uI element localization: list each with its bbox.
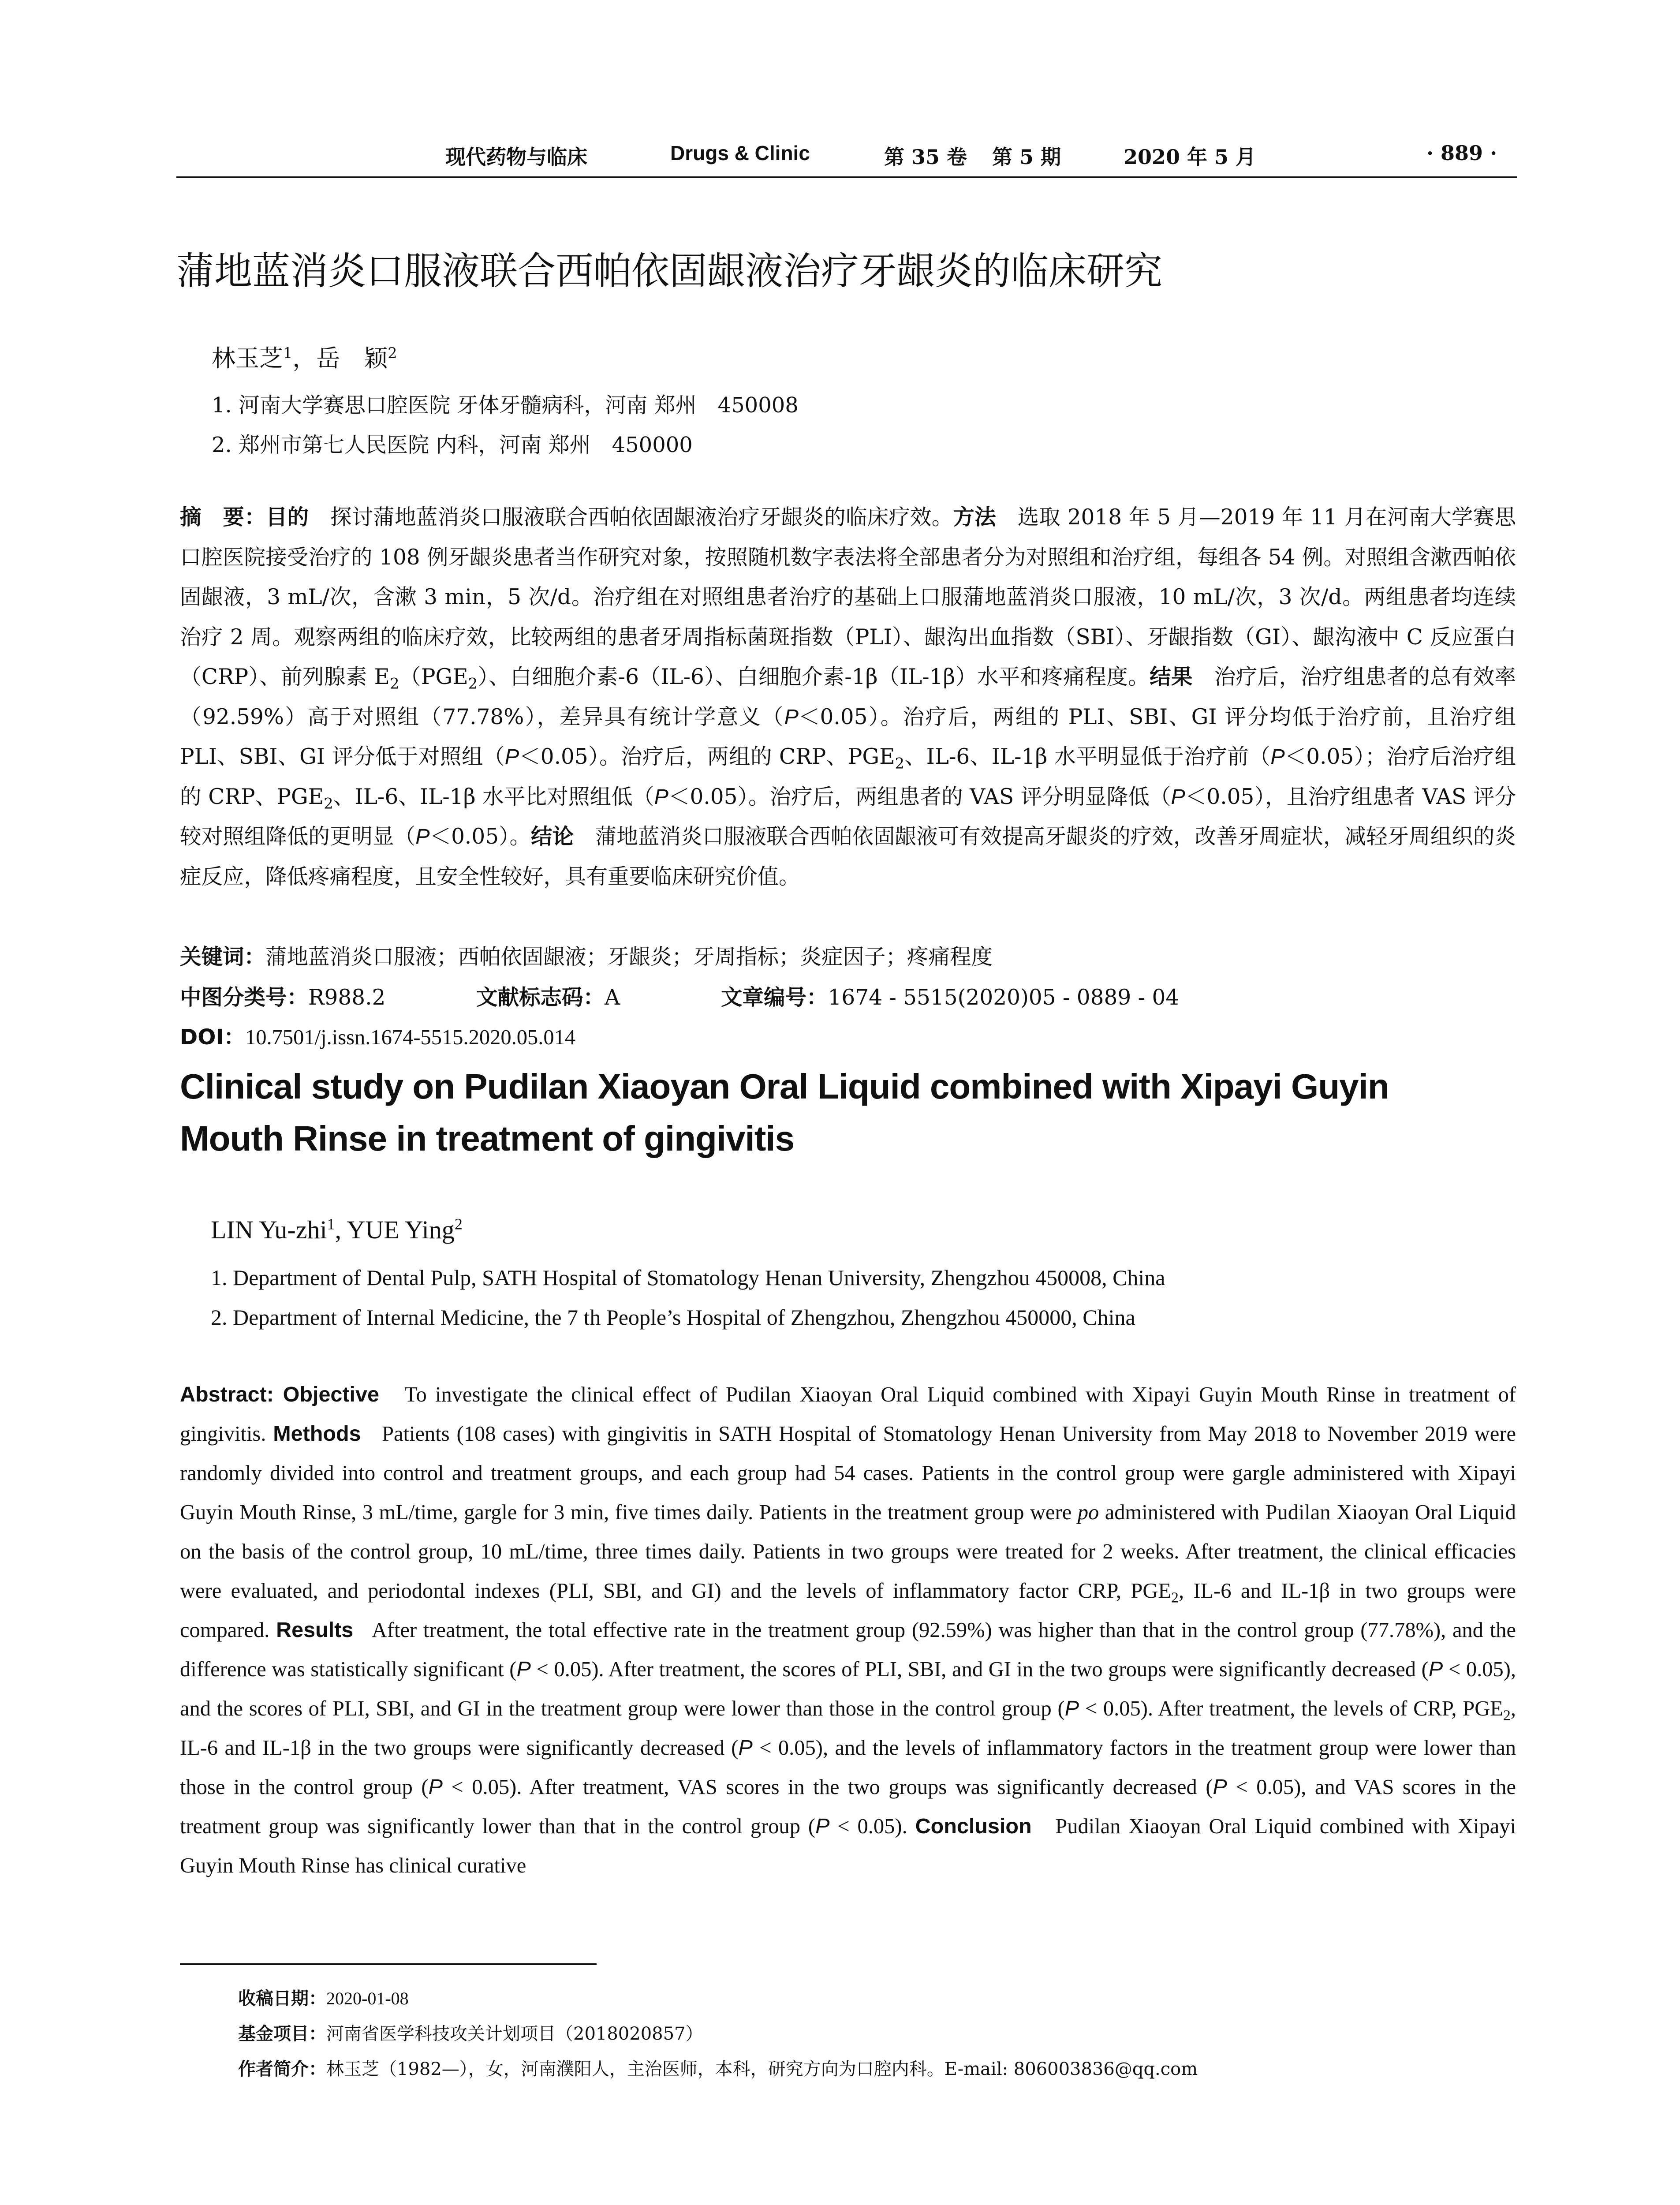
abstract-en-label: Abstract: xyxy=(180,1383,283,1406)
author-bio-label: 作者简介： xyxy=(238,2059,326,2079)
author-2-sup-en: 2 xyxy=(454,1215,463,1233)
fund-label: 基金项目： xyxy=(238,2024,326,2044)
subscript-2-en: 2 xyxy=(1503,1707,1511,1724)
p-symbol: P xyxy=(1171,785,1185,809)
results-en-5: , IL-6 and IL-1β in the two groups were significantly decreased ( xyxy=(180,1697,1516,1760)
p-threshold: ＜0.05 xyxy=(519,744,588,769)
footnote-rule xyxy=(180,1963,597,1965)
document-code-value: A xyxy=(605,985,620,1010)
results-en-1: After treatment, the total effective rate in the treatment group (92.59%) was higher than that in the control group (77.78%), and the difference was statistically significant ( xyxy=(180,1618,1516,1681)
clc-value: R988.2 xyxy=(308,985,386,1010)
results-cn-3: ）。治疗后，两组的 CRP、PGE xyxy=(588,744,895,769)
results-label-en: Results xyxy=(276,1618,354,1642)
fund-value: 河南省医学科技攻关计划项目（2018020857） xyxy=(326,2024,703,2044)
affiliation-2-en: 2. Department of Internal Medicine, the 7 th People’s Hospital of Zhengzhou, Zhengzhou 450000, China xyxy=(211,1305,1135,1330)
abstract-cn-label: 摘 要： xyxy=(180,505,266,530)
p-threshold-en: < 0.05 xyxy=(1443,1658,1504,1681)
p-symbol: P xyxy=(504,745,519,769)
document-code-label: 文献标志码： xyxy=(476,985,605,1010)
objective-cn: 探讨蒲地蓝消炎口服液联合西帕依固龈液治疗牙龈炎的临床疗效。 xyxy=(330,505,953,530)
p-symbol-en: P xyxy=(516,1657,531,1681)
journal-name-cn: 现代药物与临床 xyxy=(445,145,587,169)
received-date xyxy=(238,1984,409,2010)
author-sep: ， xyxy=(292,344,317,372)
subscript-2-en: 2 xyxy=(1171,1589,1179,1606)
subscript-2: 2 xyxy=(468,675,478,693)
results-cn-5: ）；治疗后治疗组的 CRP、PGE xyxy=(180,744,1516,809)
issue-date: 2020 年 5 月 xyxy=(1124,145,1256,169)
journal-name-en: Drugs & Clinic xyxy=(670,142,810,164)
objective-label-cn: 目的 xyxy=(265,505,309,530)
methods-cn-1: 选取 2018 年 5 月—2019 年 11 月在河南大学赛思口腔医院接受治疗的 108 例牙龈炎患者当作研究对象，按照随机数字表法将全部患者分为对照组和治疗组，每组各 54 例。对照组含漱西帕依固龈液，3 mL/次，含漱 3 min，5 次/d。治疗组在对照组患者治疗的基础上口服蒲地蓝消炎口服液，10 mL/次，3 次/d。两组患者均连续治疗 2 周。观察两组的临床疗效，比较两组的患者牙周指标菌斑指数（PLI）、龈沟出血指数（SBI）、牙龈指数（GI）、龈沟液中 C 反应蛋白（CRP）、前列腺素 E xyxy=(180,505,1516,689)
results-en-2: ). After treatment, the scores of PLI, SBI, and GI in the two groups were significantly decreased ( xyxy=(591,1658,1429,1681)
subscript-2: 2 xyxy=(324,795,333,813)
title-en-line-1: Clinical study on Pudilan Xiaoyan Oral Liquid combined with Xipayi Guyin xyxy=(180,1067,1389,1106)
methods-label-cn: 方法 xyxy=(953,505,996,530)
results-en-3: ), and the scores of PLI, SBI, and GI in the treatment group were lower than those in the control group ( xyxy=(180,1658,1516,1720)
doi-label: DOI： xyxy=(180,1025,246,1050)
title-en xyxy=(180,1061,1520,1165)
volume: 第 35 卷 xyxy=(884,145,967,169)
methods-cn-2: （PGE xyxy=(399,665,468,689)
author-1-sup: 1 xyxy=(283,344,293,362)
conclusion-label-cn: 结论 xyxy=(531,824,574,849)
article-number xyxy=(721,980,1179,1011)
p-threshold: ＜0.05 xyxy=(668,784,738,809)
objective-label-en: Objective xyxy=(283,1383,379,1406)
results-en-6: ), and the levels of inflammatory factors in the treatment group were lower than those in the control group ( xyxy=(180,1736,1516,1799)
methods-cn-3: ）、白细胞介素-6（IL-6）、白细胞介素-1β（IL-1β）水平和疼痛程度。 xyxy=(478,665,1150,689)
p-symbol-en: P xyxy=(1428,1657,1443,1681)
results-en-8: ), and VAS scores in the treatment group was significantly lower than that in the control group ( xyxy=(180,1775,1516,1838)
page-number: · 889 · xyxy=(1426,141,1497,165)
results-en-4: ). After treatment, the levels of CRP, PGE xyxy=(1140,1697,1503,1720)
authors-en xyxy=(211,1215,463,1245)
clc-number xyxy=(180,980,385,1011)
title-en-line-2: Mouth Rinse in treatment of gingivitis xyxy=(180,1119,795,1158)
article-number-value: 1674 - 5515(2020)05 - 0889 - 04 xyxy=(828,985,1180,1010)
abstract-en xyxy=(180,1375,1516,1885)
po-italic: po xyxy=(1077,1501,1099,1524)
authors-cn xyxy=(212,340,397,374)
document-code xyxy=(476,980,620,1011)
author-2-cn: 岳 颖 xyxy=(316,344,388,372)
methods-en-1: Patients (108 cases) with gingivitis in SATH Hospital of Stomatology Henan University from May 2018 to November 2019 were randomly divided into control and treatment groups, and each group had 54 cases. Patients in the control group were gargle administered with Xipayi Guyin Mouth Rinse, 3 mL/time, gargle for 3 min, five times daily. Patients in the treatment group were xyxy=(180,1422,1516,1524)
results-cn-8: ），且治疗组患者 VAS 评分较对照组降低的更明显（ xyxy=(180,784,1516,849)
received-value: 2020-01-08 xyxy=(326,1988,409,2008)
article-number-label: 文章编号： xyxy=(721,985,828,1010)
doi-value: 10.7501/j.issn.1674-5515.2020.05.014 xyxy=(245,1026,576,1049)
conclusion-cn: 蒲地蓝消炎口服液联合西帕依固龈液可有效提高牙龈炎的疗效，改善牙周症状，减轻牙周组织的炎症反应，降低疼痛程度，且安全性较好，具有重要临床研究价值。 xyxy=(180,824,1516,889)
results-cn-7: ）。治疗后，两组患者的 VAS 评分明显降低（ xyxy=(737,784,1171,809)
subscript-2: 2 xyxy=(895,755,905,773)
results-cn-1: 治疗后，治疗组患者的总有效率（92.59%）高于对照组（77.78%），差异具有统计学意义（ xyxy=(180,665,1516,729)
results-cn-4: 、IL-6、IL-1β 水平明显低于治疗前（ xyxy=(904,744,1271,769)
conclusion-label-en: Conclusion xyxy=(915,1814,1032,1838)
subscript-2: 2 xyxy=(389,675,399,693)
p-threshold: ＜0.05 xyxy=(798,704,868,729)
p-threshold-en: < 0.05 xyxy=(752,1736,816,1760)
methods-en-3: , IL-6 and IL-1β in two groups were compared. xyxy=(180,1579,1516,1642)
keywords-label: 关键词： xyxy=(180,945,266,969)
abstract-cn xyxy=(180,497,1516,897)
p-threshold-en: < 0.05 xyxy=(1079,1697,1141,1720)
methods-label-en: Methods xyxy=(273,1422,361,1446)
author-2-en: YUE Ying xyxy=(347,1215,455,1244)
affiliation-2-cn: 2. 郑州市第七人民医院 内科，河南 郑州 450000 xyxy=(212,433,693,457)
results-en-9: ). xyxy=(895,1815,907,1838)
clc-label: 中图分类号： xyxy=(180,985,309,1010)
fund-project xyxy=(238,2020,703,2045)
author-sep-en: , xyxy=(335,1215,347,1244)
p-threshold-en: < 0.05 xyxy=(829,1815,895,1838)
received-label: 收稿日期： xyxy=(238,1988,326,2009)
p-symbol: P xyxy=(415,825,430,848)
results-en-7: ). After treatment, VAS scores in the two groups was significantly decreased ( xyxy=(509,1775,1213,1799)
p-threshold-en: < 0.05 xyxy=(530,1658,592,1681)
p-symbol-en: P xyxy=(815,1814,830,1838)
p-symbol-en: P xyxy=(428,1775,443,1799)
author-1-cn: 林玉芝 xyxy=(212,344,283,372)
conclusion-en: Pudilan Xiaoyan Oral Liquid combined with Xipayi Guyin Mouth Rinse has clinical curative xyxy=(180,1815,1516,1877)
affiliation-1-en: 1. Department of Dental Pulp, SATH Hospital of Stomatology Henan University, Zhengzhou 450008, China xyxy=(211,1265,1165,1290)
keywords-cn xyxy=(180,939,993,970)
results-label-cn: 结果 xyxy=(1150,665,1193,689)
objective-en: To investigate the clinical effect of Pudilan Xiaoyan Oral Liquid combined with Xipayi Guyin Mouth Rinse in treatment of gingivitis. xyxy=(180,1383,1516,1446)
p-symbol: P xyxy=(1270,745,1285,769)
p-threshold-en: < 0.05 xyxy=(1227,1775,1294,1799)
results-cn-9: ）。 xyxy=(499,824,531,849)
p-symbol: P xyxy=(784,705,799,729)
p-threshold: ＜0.05 xyxy=(1284,744,1354,769)
p-symbol: P xyxy=(654,785,668,809)
author-bio-value: 林玉芝（1982—），女，河南濮阳人，主治医师，本科，研究方向为口腔内科。E-mail: 806003836@qq.com xyxy=(326,2059,1198,2079)
header-rule xyxy=(176,176,1517,178)
author-2-sup: 2 xyxy=(388,344,397,362)
author-1-en: LIN Yu-zhi xyxy=(211,1215,327,1244)
p-threshold-en: < 0.05 xyxy=(442,1775,510,1799)
p-threshold: ＜0.05 xyxy=(429,824,499,849)
p-threshold: ＜0.05 xyxy=(1185,784,1254,809)
author-bio xyxy=(238,2055,1198,2080)
results-cn-2: ）。治疗后，两组的 PLI、SBI、GI 评分均低于治疗前，且治疗组 PLI、SBI、GI 评分低于对照组（ xyxy=(180,704,1516,769)
issue: 第 5 期 xyxy=(992,145,1061,169)
p-symbol-en: P xyxy=(738,1736,753,1760)
title-cn: 蒲地蓝消炎口服液联合西帕依固龈液治疗牙龈炎的临床研究 xyxy=(176,249,1162,293)
affiliation-1-cn: 1. 河南大学赛思口腔医院 牙体牙髓病科，河南 郑州 450008 xyxy=(212,393,799,418)
author-1-sup-en: 1 xyxy=(327,1215,335,1233)
methods-en-2: administered with Pudilan Xiaoyan Oral Liquid on the basis of the control group, 10 mL/time, three times daily. Patients in two groups were treated for 2 weeks. After treatment, the clinical efficacies were evaluated, and periodontal indexes (PLI, SBI, and GI) and the levels of inflammatory factor CRP, PGE xyxy=(180,1501,1516,1603)
doi xyxy=(180,1020,575,1050)
p-symbol-en: P xyxy=(1064,1697,1079,1720)
keywords-value: 蒲地蓝消炎口服液；西帕依固龈液；牙龈炎；牙周指标；炎症因子；疼痛程度 xyxy=(265,945,993,969)
p-symbol-en: P xyxy=(1213,1775,1227,1799)
results-cn-6: 、IL-6、IL-1β 水平比对照组低（ xyxy=(333,784,654,809)
